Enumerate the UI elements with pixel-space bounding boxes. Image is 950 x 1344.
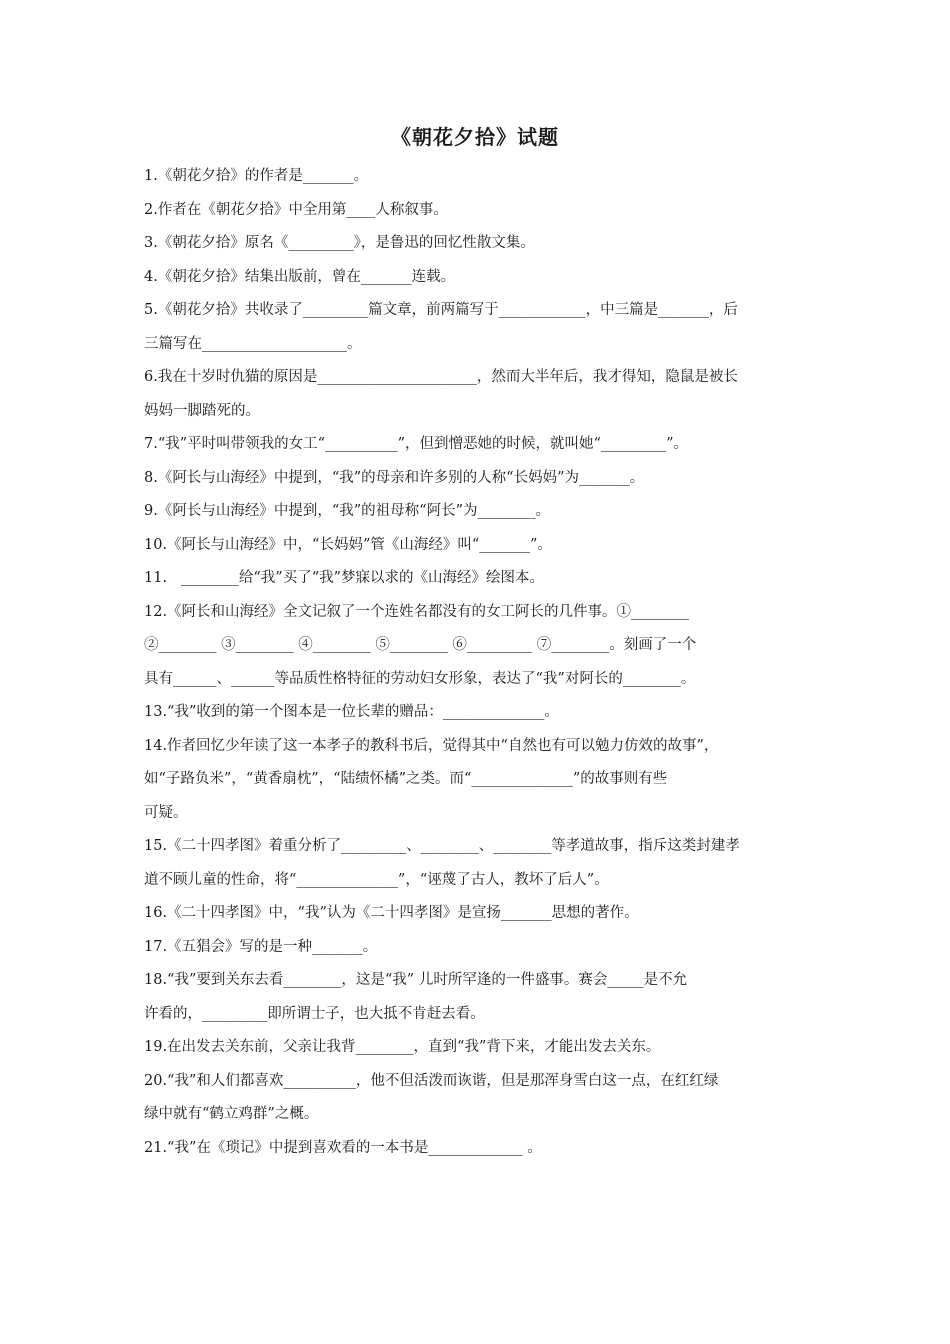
question-line: 21.“我”在《琐记》中提到喜欢看的一本书是_____________ 。 — [144, 1139, 542, 1156]
question-line: 7.“我”平时叫带领我的女工“__________”，但到憎恶她的时候，就叫她“_________”。 — [144, 436, 689, 452]
document-title: 《朝花夕拾》试题 — [391, 125, 559, 149]
question-line: 绿中就有“鹤立鸡群”之概。 — [144, 1106, 319, 1122]
question-line: 20.“我”和人们都喜欢__________，他不但活泼而诙谐，但是那浑身雪白这一点，在红红绿 — [144, 1072, 719, 1089]
question-line: 1.《朝花夕拾》的作者是_______。 — [144, 168, 369, 184]
question-line: 14.作者回忆少年读了这一本孝子的教科书后，觉得其中“自然也有可以勉力仿效的故事”， — [144, 737, 719, 754]
question-line: 5.《朝花夕拾》共收录了_________篇文章，前两篇写于____________，中三篇是_______，后 — [144, 302, 738, 318]
question-line: 10.《阿长与山海经》中，“长妈妈”管《山海经》叫“_______”。 — [144, 536, 552, 553]
question-line: 4.《朝花夕拾》结集出版前，曾在_______连载。 — [144, 268, 456, 285]
question-line: 15.《二十四孝图》着重分析了_________、________、________等孝道故事，指斥这类封建孝 — [144, 838, 740, 854]
question-line: 妈妈一脚踏死的。 — [144, 402, 260, 419]
question-list — [144, 160, 816, 1165]
question-line: 三篇写在____________________。 — [144, 335, 362, 352]
question-line: 19.在出发去关东前，父亲让我背________，直到“我”背下来，才能出发去关东。 — [144, 1039, 661, 1055]
question-line: 18.“我”要到关东去看________，这是“我” 儿时所罕逢的一件盛事。赛会_____是不允 — [144, 972, 688, 988]
question-line: 9.《阿长与山海经》中提到，“我”的祖母称“阿长”为________。 — [144, 503, 550, 519]
question-line: 具有______、______等品质性格特征的劳动妇女形象，表达了“我”对阿长的________。 — [144, 670, 696, 687]
question-line: 2.作者在《朝花夕拾》中全用第____人称叙事。 — [144, 201, 448, 218]
question-line: 6.我在十岁时仇猫的原因是______________________，然而大半年后，我才得知，隐鼠是被长 — [144, 369, 738, 385]
question-line: 11. ________给“我”买了“我”梦寐以求的《山海经》绘图本。 — [144, 570, 545, 586]
question-line: 8.《阿长与山海经》中提到，“我”的母亲和许多别的人称“长妈妈”为_______。 — [144, 469, 645, 486]
question-line: 17.《五猖会》写的是一种_______。 — [144, 938, 378, 955]
question-line: 可疑。 — [144, 804, 188, 821]
question-line: 3.《朝花夕拾》原名《_________》，是鲁迅的回忆性散文集。 — [144, 235, 535, 251]
question-line: 许看的，_________即所谓士子，也大抵不肯赶去看。 — [144, 1005, 485, 1022]
question-line: 12.《阿长和山海经》全文记叙了一个连姓名都没有的女工阿长的几件事。①________ — [144, 603, 690, 620]
question-line: 13.“我”收到的第一个图本是一位长辈的赠品：______________。 — [144, 704, 559, 720]
question-line: 如“子路负米”，“黄香扇枕”，“陆绩怀橘”之类。而“______________”的故事则有些 — [144, 771, 668, 787]
question-line: 道不顾儿童的性命，将“______________”，“诬蔑了古人，教坏了后人”。 — [144, 871, 609, 888]
question-line: ②________ ③________ ④________ ⑤________ ⑥_________ ⑦________。刻画了一个 — [144, 637, 697, 653]
question-line: 16.《二十四孝图》中，“我”认为《二十四孝图》是宣扬_______思想的著作。 — [144, 905, 639, 921]
